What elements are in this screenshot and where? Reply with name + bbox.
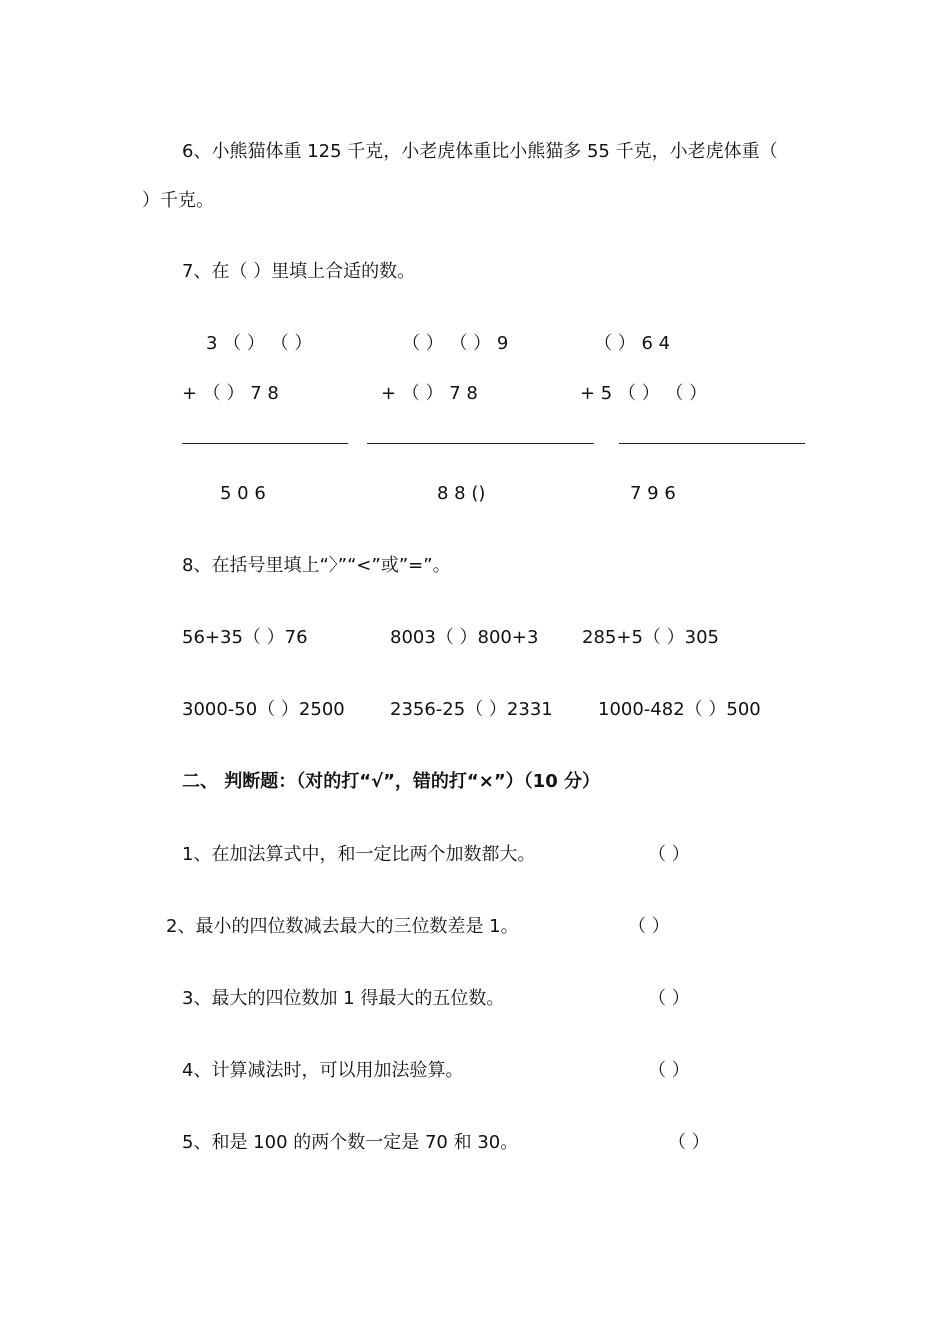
tf-item-3-blank: （ ） [648,988,690,1009]
q7-problem1-addend: + （ ） 7 8 [182,383,279,404]
q8-row1-item2: 8003（ ）800+3 [390,627,539,648]
q6-line1: 6、小熊猫体重 125 千克，小老虎体重比小熊猫多 55 千克，小老虎体重（ [182,141,778,162]
q8-row2-item3: 1000-482（ ）500 [598,699,761,720]
q8-prompt: 8、在括号里填上“〉”“<”或”=”。 [182,555,451,576]
q7-problem3-addend: + 5 （ ） （ ） [580,383,708,404]
q7-problem1-result: 5 0 6 [220,483,266,504]
section2-heading: 二、 判断题：（对的打“√”，错的打“×”）（10 分） [182,771,600,792]
tf-item-4-text: 4、计算减法时，可以用加法验算。 [182,1060,464,1081]
q8-row2-item2: 2356-25（ ）2331 [390,699,553,720]
q7-problem1-top: 3 （ ） （ ） [206,333,313,354]
q7-problem2-rule [367,443,594,444]
q8-row2-item1: 3000-50（ ）2500 [182,699,345,720]
q7-problem3-top: （ ） 6 4 [594,333,671,354]
q7-prompt: 7、在（ ）里填上合适的数。 [182,261,416,282]
q7-problem2-result: 8 8 () [437,483,486,504]
q7-problem2-addend: + （ ） 7 8 [381,383,478,404]
q8-row1-item3: 285+5（ ）305 [582,627,719,648]
q7-problem3-rule [619,443,805,444]
q7-problem3-result: 7 9 6 [630,483,676,504]
tf-item-5-text: 5、和是 100 的两个数一定是 70 和 30。 [182,1132,519,1153]
tf-item-4-blank: （ ） [648,1060,690,1081]
tf-item-1-blank: （ ） [648,844,690,865]
tf-item-2-blank: （ ） [628,916,670,937]
tf-item-2-text: 2、最小的四位数减去最大的三位数差是 1。 [166,916,519,937]
tf-item-3-text: 3、最大的四位数加 1 得最大的五位数。 [182,988,505,1009]
tf-item-1-text: 1、在加法算式中，和一定比两个加数都大。 [182,844,536,865]
q6-line2: ）千克。 [142,190,214,211]
q7-problem2-top: （ ） （ ） 9 [402,333,509,354]
q7-problem1-rule [182,443,348,444]
tf-item-5-blank: （ ） [668,1132,710,1153]
q8-row1-item1: 56+35（ ）76 [182,627,308,648]
